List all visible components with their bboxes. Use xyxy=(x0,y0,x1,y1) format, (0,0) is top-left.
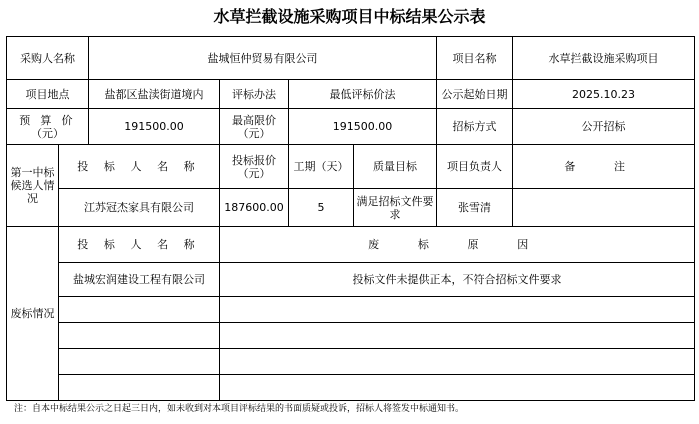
rejected-bidder xyxy=(59,323,220,349)
rejected-header-reason: 废 标 原 因 xyxy=(220,227,695,263)
candidate-manager: 张雪清 xyxy=(437,189,513,227)
project-name-value: 水草拦截设施采购项目 xyxy=(513,37,695,80)
project-name-label: 项目名称 xyxy=(437,37,513,80)
candidate-header-price: 投标报价 （元） xyxy=(220,145,289,189)
candidate-header-period: 工期（天） xyxy=(289,145,354,189)
rejected-reason xyxy=(220,323,695,349)
result-table xyxy=(6,36,695,401)
purchaser-value: 盐城恒仲贸易有限公司 xyxy=(89,37,437,80)
cap-label: 最高限价 （元） xyxy=(220,109,289,145)
method-value: 最低评标价法 xyxy=(289,80,437,109)
candidate-bidder: 江苏冠杰家具有限公司 xyxy=(59,189,220,227)
rejected-section-label: 废标情况 xyxy=(7,227,59,401)
rejected-header-bidder: 投 标 人 名 称 xyxy=(59,227,220,263)
start-date-label: 公示起始日期 xyxy=(437,80,513,109)
rejected-bidder: 盐城宏润建设工程有限公司 xyxy=(59,263,220,297)
page-title: 水草拦截设施采购项目中标结果公示表 xyxy=(213,7,486,26)
footnote: 注：自本中标结果公示之日起三日内，如未收到对本项目评标结果的书面质疑或投诉，招标人将签发中标通知书。 xyxy=(14,404,465,414)
candidate-header-remark: 备 注 xyxy=(513,145,695,189)
method-label: 评标办法 xyxy=(220,80,289,109)
candidate-header-quality: 质量目标 xyxy=(354,145,437,189)
candidate-remark xyxy=(513,189,695,227)
candidate-section-label: 第一中标候选人情况 xyxy=(7,145,59,227)
mode-label: 招标方式 xyxy=(437,109,513,145)
candidate-header-manager: 项目负责人 xyxy=(437,145,513,189)
start-date-value: 2025.10.23 xyxy=(513,80,695,109)
candidate-quality: 满足招标文件要求 xyxy=(354,189,437,227)
rejected-bidder xyxy=(59,297,220,323)
rejected-bidder xyxy=(59,349,220,375)
budget-label: 预 算 价 （元） xyxy=(7,109,89,145)
rejected-reason xyxy=(220,349,695,375)
rejected-reason xyxy=(220,297,695,323)
rejected-bidder xyxy=(59,375,220,401)
candidate-price: 187600.00 xyxy=(220,189,289,227)
location-label: 项目地点 xyxy=(7,80,89,109)
location-value: 盐都区盐渎街道境内 xyxy=(89,80,220,109)
mode-value: 公开招标 xyxy=(513,109,695,145)
candidate-period: 5 xyxy=(289,189,354,227)
rejected-reason: 投标文件未提供正本，不符合招标文件要求 xyxy=(220,263,695,297)
candidate-header-bidder: 投 标 人 名 称 xyxy=(59,145,220,189)
rejected-reason xyxy=(220,375,695,401)
budget-value: 191500.00 xyxy=(89,109,220,145)
purchaser-label: 采购人名称 xyxy=(7,37,89,80)
cap-value: 191500.00 xyxy=(289,109,437,145)
